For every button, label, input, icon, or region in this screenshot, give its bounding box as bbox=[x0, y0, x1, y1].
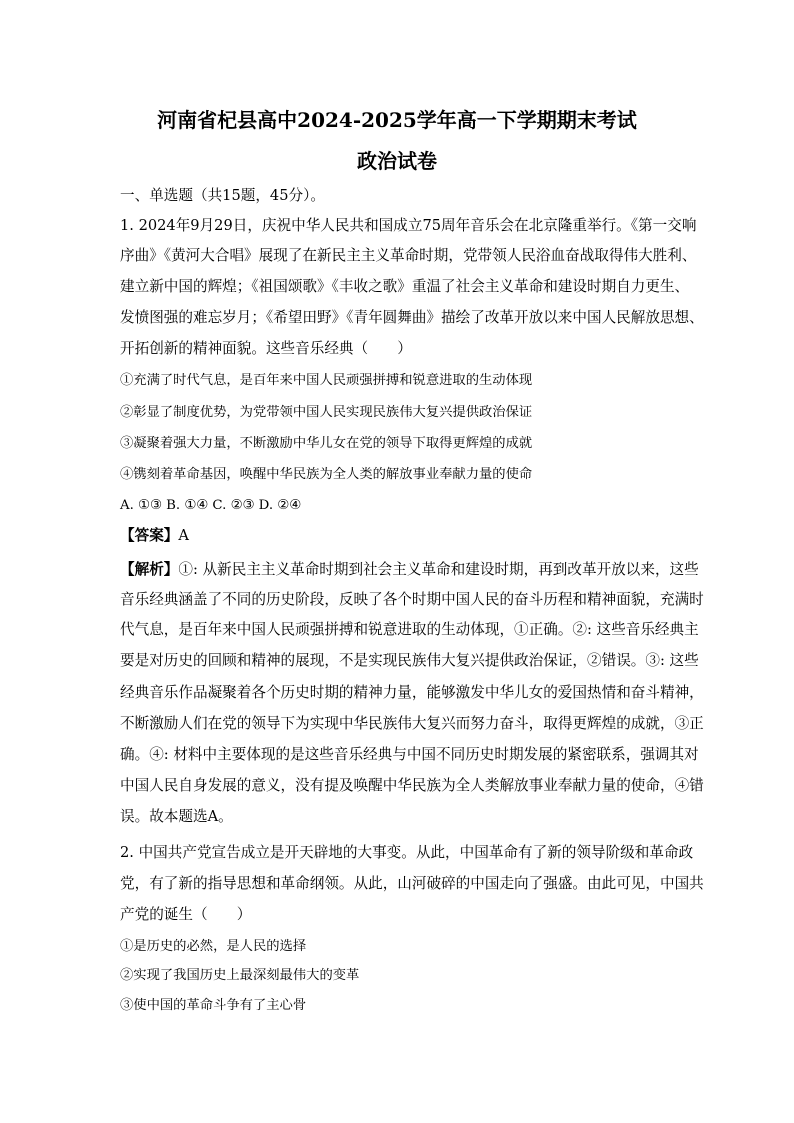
q1-option: ③凝聚着强大力量，不断激励中华儿女在党的领导下取得更辉煌的成就 bbox=[120, 436, 533, 451]
q1-analysis-line: 要是对历史的回顾和精神的展现，不是实现民族伟大复兴提供政治保证，②错误。③: 这些 bbox=[120, 652, 699, 669]
q1-option: ②彰显了制度优势，为党带领中国人民实现民族伟大复兴提供政治保证 bbox=[120, 405, 533, 420]
q1-analysis-line bbox=[120, 560, 699, 580]
answer-label: 【答案】 bbox=[120, 527, 179, 544]
q1-stem-line: 发愤图强的难忘岁月；《希望田野》《青年圆舞曲》描绘了改革开放以来中国人民解放思想、 bbox=[120, 309, 704, 326]
q1-analysis-line: 中国人民自身发展的意义，没有提及唤醒中华民族为全人类解放事业奉献力量的使命，④错 bbox=[120, 777, 704, 794]
doc-subtitle: 政治试卷 bbox=[357, 149, 437, 173]
analysis-label: 【解析】 bbox=[120, 561, 179, 578]
q2-option: ②实现了我国历史上最深刻最伟大的变革 bbox=[120, 968, 360, 983]
q1-stem-line: 1. 2024年9月29日，庆祝中华人民共和国成立75周年音乐会在北京隆重举行。《第一交响 bbox=[120, 217, 697, 234]
q2-stem-line: 产党的诞生（ ） bbox=[120, 906, 252, 923]
q1-option: ④镌刻着革命基因，唤醒中华民族为全人类的解放事业奉献力量的使命 bbox=[120, 467, 533, 482]
q1-answer bbox=[120, 526, 680, 546]
doc-title: 河南省杞县高中2024-2025学年高一下学期期末考试 bbox=[157, 108, 637, 132]
q1-analysis-line: 经典音乐作品凝聚着各个历史时期的精神力量，能够激发中华儿女的爱国热情和奋斗精神， bbox=[120, 684, 704, 701]
q1-analysis-line: 音乐经典涵盖了不同的历史阶段，反映了各个时期中国人民的奋斗历程和精神面貌，充满时 bbox=[120, 591, 704, 608]
answer-value: A bbox=[178, 527, 189, 544]
q1-option: ①充满了时代气息，是百年来中国人民顽强拼搏和锐意进取的生动体现 bbox=[120, 373, 533, 388]
q1-stem-line: 建立新中国的辉煌；《祖国颂歌》《丰收之歌》重温了社会主义革命和建设时期自力更生、 bbox=[120, 278, 690, 295]
q2-option: ①是历史的必然，是人民的选择 bbox=[120, 939, 307, 954]
q1-analysis-line: 确。④: 材料中主要体现的是这些音乐经典与中国不同历史时期发展的紧密联系，强调其对 bbox=[120, 746, 699, 763]
q1-choices: A. ①③ B. ①④ C. ②③ D. ②④ bbox=[120, 498, 302, 513]
analysis-text: ①: 从新民主主义革命时期到社会主义革命和建设时期，再到改革开放以来，这些 bbox=[178, 561, 699, 578]
section-heading: 一、单选题（共15题，45分）。 bbox=[120, 187, 325, 204]
q2-stem-line: 党，有了新的指导思想和革命纲领。从此，山河破碎的中国走向了强盛。由此可见，中国共 bbox=[120, 875, 704, 892]
q1-stem-line: 开拓创新的精神面貌。这些音乐经典（ ） bbox=[120, 340, 412, 357]
q1-analysis-line: 代气息，是百年来中国人民顽强拼搏和锐意进取的生动体现，①正确。②: 这些音乐经典主 bbox=[120, 621, 699, 638]
q2-stem-line: 2. 中国共产党宣告成立是开天辟地的大事变。从此，中国革命有了新的领导阶级和革命政 bbox=[120, 844, 694, 861]
q1-stem-line: 序曲》《黄河大合唱》展现了在新民主主义革命时期，党带领人民浴血奋战取得伟大胜利、 bbox=[120, 247, 697, 264]
q1-analysis-line: 不断激励人们在党的领导下为实现中华民族伟大复兴而努力奋斗，取得更辉煌的成就，③正 bbox=[120, 715, 704, 732]
q2-option: ③使中国的革命斗争有了主心骨 bbox=[120, 998, 307, 1013]
q1-analysis-line: 误。故本题选A。 bbox=[120, 808, 233, 825]
